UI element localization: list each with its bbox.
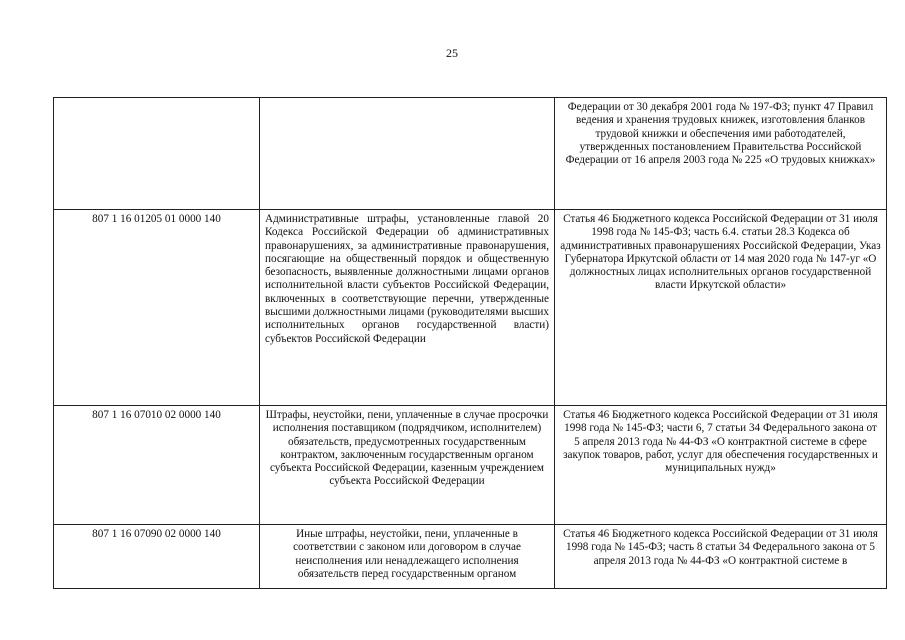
- table-row: [54, 525, 887, 589]
- code-cell: [54, 98, 260, 210]
- basis-cell: Статья 46 Бюджетного кодекса Российской Федерации от 31 июля 1998 года № 145-ФЗ; часть 6.4. статьи 28.3 Кодекса об административных правонарушениях Российской Федерации, Указ Губернатора Иркутской области от 14 мая 2020 года № 147-уг «О должностных лицах исполнительных органов государственной власти Иркутской области»: [555, 210, 887, 406]
- name-cell: Иные штрафы, неустойки, пени, уплаченные в соответствии с законом или договором в случае неисполнения или ненадлежащего исполнения обязательств перед государственным органом: [260, 525, 555, 589]
- code-cell: 807 1 16 07090 02 0000 140: [54, 525, 260, 589]
- revenue-codes-table: [53, 97, 887, 589]
- name-cell: [260, 98, 555, 210]
- table-row: [54, 406, 887, 525]
- basis-cell: Федерации от 30 декабря 2001 года № 197-ФЗ; пункт 47 Правил ведения и хранения трудовых книжек, изготовления бланков трудовой книжки и обеспечения ими работодателей, утвержденных постановлением Правительства Российской Федерации от 16 апреля 2003 года № 225 «О трудовых книжках»: [555, 98, 887, 210]
- basis-cell: Статья 46 Бюджетного кодекса Российской Федерации от 31 июля 1998 года № 145-ФЗ; части 6, 7 статьи 34 Федерального закона от 5 апреля 2013 года № 44-ФЗ «О контрактной системе в сфере закупок товаров, работ, услуг для обеспечения государственных и муниципальных нужд»: [555, 406, 887, 525]
- page-number: 25: [446, 46, 458, 60]
- table-row: [54, 98, 887, 210]
- table-row: [54, 210, 887, 406]
- basis-cell: Статья 46 Бюджетного кодекса Российской Федерации от 31 июля 1998 года № 145-ФЗ; часть 8 статьи 34 Федерального закона от 5 апреля 2013 года № 44-ФЗ «О контрактной системе в: [555, 525, 887, 589]
- code-cell: 807 1 16 01205 01 0000 140: [54, 210, 260, 406]
- name-cell: Штрафы, неустойки, пени, уплаченные в случае просрочки исполнения поставщиком (подрядчиком, исполнителем) обязательств, предусмотренных государственным контрактом, заключенным государственным органом субъекта Российской Федерации, казенным учреждением субъекта Российской Федерации: [260, 406, 555, 525]
- name-cell: Административные штрафы, установленные главой 20 Кодекса Российской Федерации об административных правонарушениях, за административные правонарушения, посягающие на общественный порядок и общественную безопасность, выявленные должностными лицами органов исполнительной власти субъектов Российской Федерации, включенных в соответствующие перечни, утвержденные высшими должностными лицами (руководителями высших исполнительных органов государственной власти) субъектов Российской Федерации: [260, 210, 555, 406]
- code-cell: 807 1 16 07010 02 0000 140: [54, 406, 260, 525]
